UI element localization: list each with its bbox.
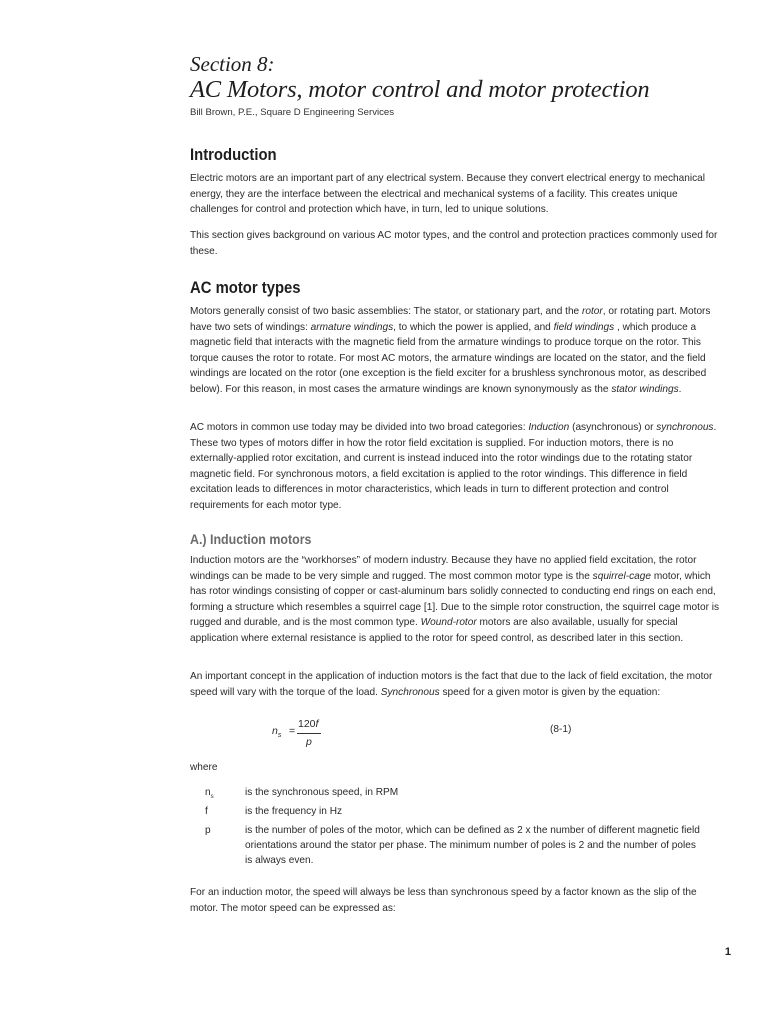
definition-text: is the number of poles of the motor, which can be defined as 2 x the number of different magnetic field orientations around the stator per phase. The minimum number of poles is 2 and the number of poles is always even. <box>245 825 700 866</box>
definition-symbol: $n_s$ <box>205 787 214 801</box>
page-title: AC Motors, motor control and motor protection <box>190 76 650 103</box>
induction-paragraph-1: Induction motors are the “workhorses” of modern industry. Because they have no applied field excitation, the rotor windings can be made to be very simple and rugged. The most common motor type is the squirrel-cage motor, which has rotor windings consisting of copper or cast-aluminum bars solidly connected to conducting end rings on each end, forming a structure which resembles a squirrel cage [1]. Due to the simple rotor construction, the squirrel cage motor is rugged and durable, and is the most common type. Wound-rotor motors are also available, usually for special application where external resistance is applied to the rotor for speed control, as described later in this section. <box>190 555 720 644</box>
types-paragraph-2: AC motors in common use today may be divided into two broad categories: Induction (asynchronous) or synchronous. These two types of motors differ in how the rotor field excitation is supplied. For induction motors, there is no externally-applied rotor excitation, and current is instead induced into the rotor windings due to the rotating stator magnetic field. For synchronous motors, a field excitation is applied to the rotor windings. This difference in field excitation leads to differences in motor characteristics, which leads in turn to different protection and control requirements for each motor type. <box>190 422 717 511</box>
page-number: 1 <box>724 946 731 958</box>
definition-symbol: p <box>205 825 211 836</box>
where-label: where <box>190 762 218 773</box>
equation-equals: = <box>289 725 296 737</box>
intro-paragraph-1: Electric motors are an important part of any electrical system. Because they convert electrical energy to mechanical energy, they are the interface between the electrical and mechanical systems of a facility. This creates unique challenges for control and protection which have, in turn, led to unique solutions. <box>190 173 706 215</box>
definition-symbol: f <box>205 806 208 817</box>
title-block <box>190 52 720 119</box>
heading-ac-motor-types: AC motor types <box>190 279 301 297</box>
induction-paragraph-2: An important concept in the application of induction motors is the fact that due to the lack of field excitation, the motor speed will vary with the torque of the load. Synchronous speed for a given motor is given by the equation: <box>190 671 713 698</box>
equation-number: (8-1) <box>550 724 572 735</box>
author-line: Bill Brown, P.E., Square D Engineering Services <box>190 107 395 118</box>
definition-text: is the synchronous speed, in RPM <box>245 787 399 798</box>
equation-numerator: 120f <box>298 718 319 730</box>
equation-lhs: $n_s$ <box>272 725 282 740</box>
intro-paragraph-2: This section gives background on various AC motor types, and the control and protection practices commonly used for these. <box>190 230 718 257</box>
section-label: Section 8: <box>190 52 275 76</box>
closing-paragraph: For an induction motor, the speed will always be less than synchronous speed by a factor known as the slip of the motor. The motor speed can be expressed as: <box>190 887 697 914</box>
heading-introduction: Introduction <box>190 146 277 164</box>
heading-induction-motors: A.) Induction motors <box>190 532 312 547</box>
types-paragraph-1: Motors generally consist of two basic assemblies: The stator, or stationary part, and the rotor, or rotating part. Motors have two sets of windings: armature windings, to which the power is applied, and field windings , which produce a magnetic field that interacts with the magnetic field from the armature windings to produce torque on the rotor. This torque causes the rotor to rotate. For most AC motors, the armature windings are located on the stator, and the field windings are located on the rotor (one exception is the field exciter for a brushless synchronous motor, as described below). For this reason, in most cases the armature windings are known synonymously as the stator windings. <box>190 306 711 395</box>
fraction-bar <box>297 733 321 734</box>
definition-text: is the frequency in Hz <box>245 806 343 817</box>
equation-denominator: p <box>306 736 312 748</box>
